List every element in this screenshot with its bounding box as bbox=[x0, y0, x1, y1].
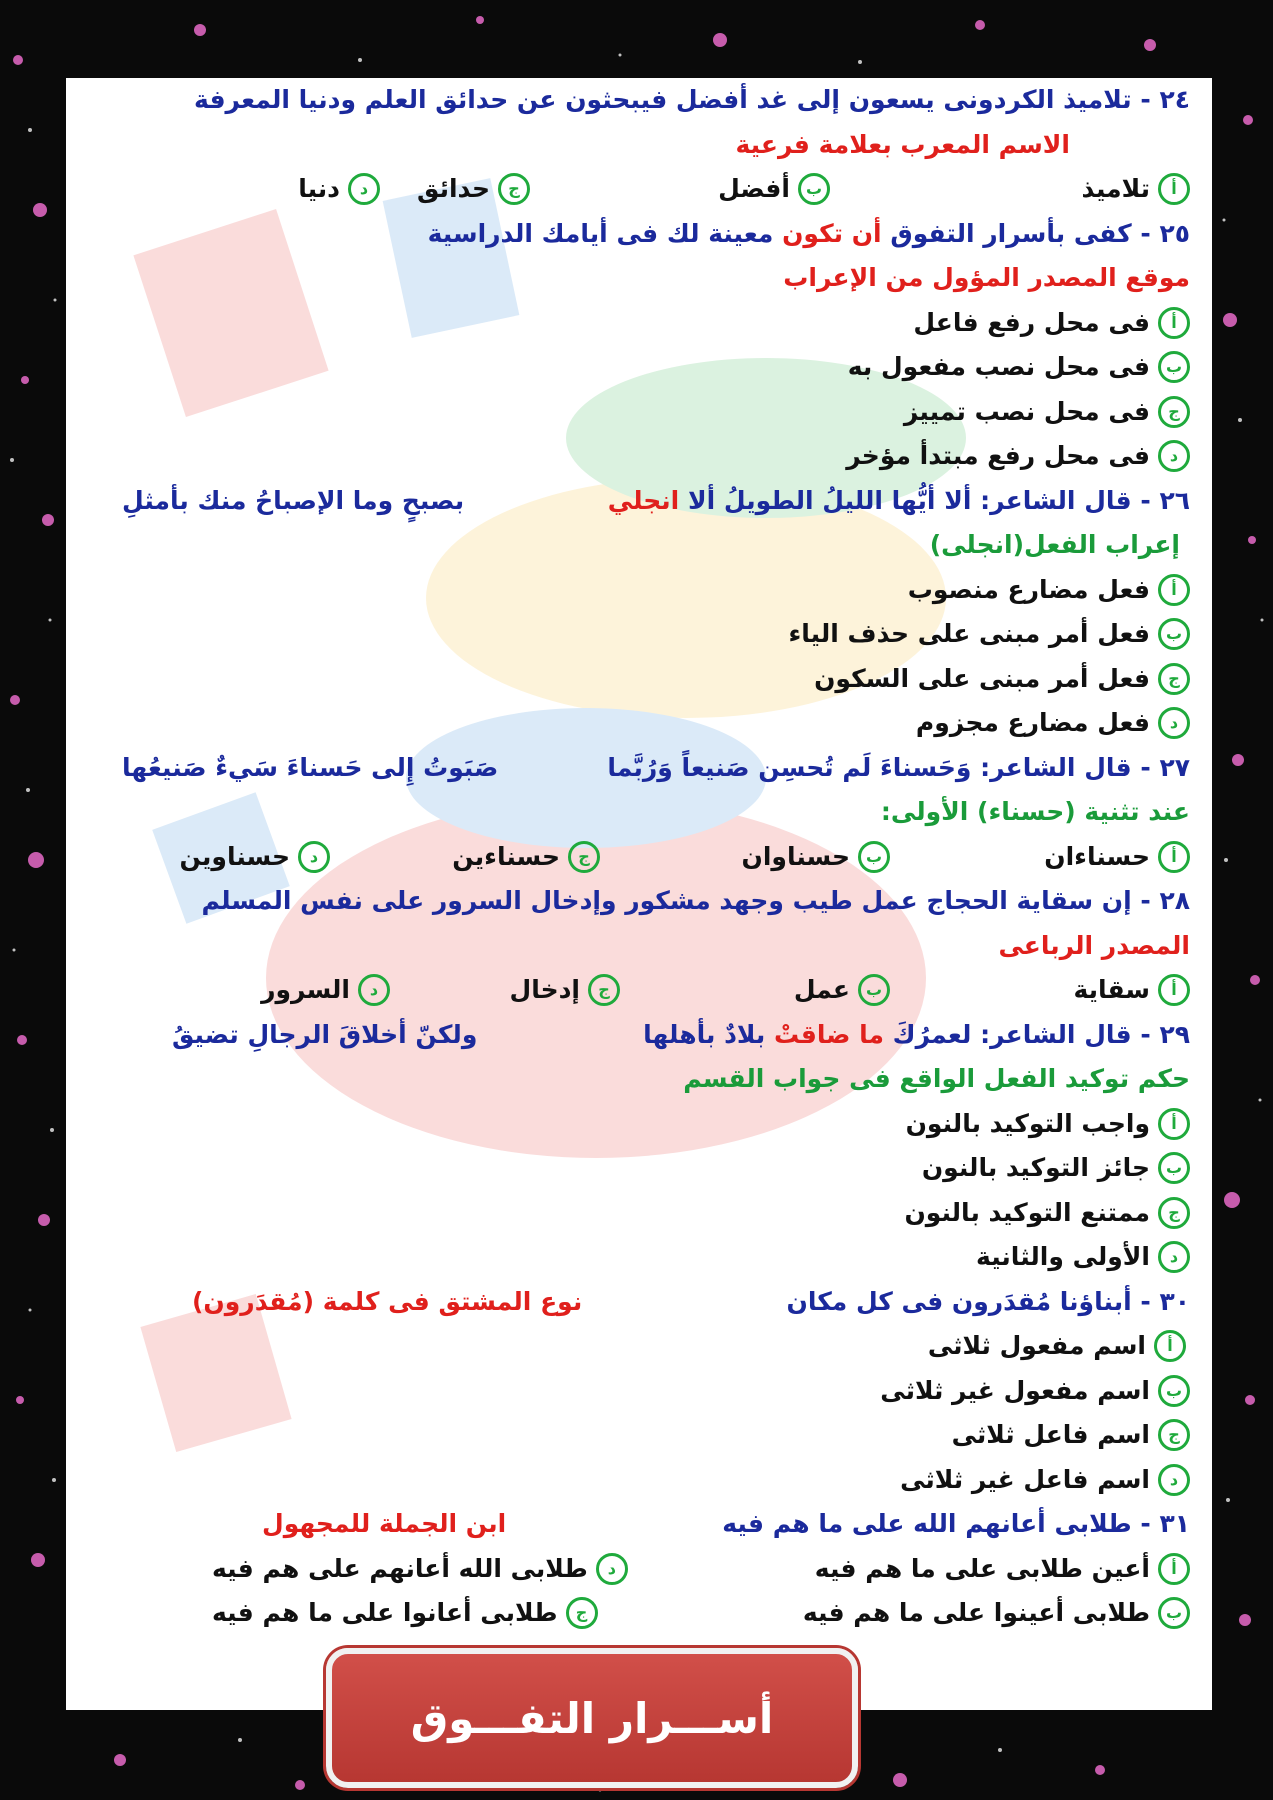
option-c[interactable]: ج اسم فاعل ثلاثى bbox=[92, 1413, 1190, 1458]
question-prompt: ابن الجملة للمجهول bbox=[262, 1509, 507, 1538]
option-b[interactable]: ب عمل bbox=[620, 968, 890, 1013]
option-b[interactable]: ب جائز التوكيد بالنون bbox=[92, 1146, 1190, 1191]
option-d[interactable]: د حسناوين bbox=[130, 835, 330, 880]
choice-circle-icon: أ bbox=[1158, 574, 1190, 606]
option-b[interactable]: ب اسم مفعول غير ثلاثى bbox=[92, 1369, 1190, 1414]
option-d[interactable]: د السرور bbox=[190, 968, 390, 1013]
question-26: ٢٦ - قال الشاعر: ألا أيُّها الليلُ الطويلُ ألا انجلي بصبحٍ وما الإصباحُ منك بأمثلِ bbox=[122, 485, 1190, 515]
worksheet bbox=[66, 78, 1212, 1710]
choice-circle-icon: ج bbox=[588, 974, 620, 1006]
question-prompt: نوع المشتق فى كلمة (مُقدَرون) bbox=[192, 1286, 583, 1316]
question-number: ٢٦ - bbox=[1140, 485, 1190, 515]
question-30 bbox=[92, 1280, 1190, 1325]
choice-circle-icon: د bbox=[1158, 440, 1190, 472]
question-prompt: إعراب الفعل(انجلى) bbox=[929, 530, 1180, 559]
option-a[interactable]: أ سقاية bbox=[890, 968, 1190, 1013]
question-number: ٢٤ - bbox=[1140, 85, 1190, 114]
question-31 bbox=[92, 1502, 1190, 1547]
choice-circle-icon: أ bbox=[1154, 1330, 1186, 1362]
question-number: ٢٧ - bbox=[1140, 752, 1190, 782]
option-a[interactable]: أ اسم مفعول ثلاثى bbox=[92, 1324, 1190, 1369]
choice-circle-icon: أ bbox=[1158, 173, 1190, 205]
option-c[interactable]: ج فى محل نصب تمييز bbox=[92, 390, 1190, 435]
option-c[interactable]: ج حسناءين bbox=[330, 835, 600, 880]
question-number: ٢٩ - bbox=[1140, 1019, 1190, 1049]
option-b[interactable]: ب حسناوان bbox=[600, 835, 890, 880]
choice-circle-icon: ج bbox=[566, 1597, 598, 1629]
choice-circle-icon: ب bbox=[798, 173, 830, 205]
question-prompt: المصدر الرباعى bbox=[998, 930, 1190, 960]
choice-circle-icon: ج bbox=[1158, 1419, 1190, 1451]
choice-circle-icon: أ bbox=[1158, 974, 1190, 1006]
option-c[interactable]: ج إدخال bbox=[390, 968, 620, 1013]
option-d[interactable]: د اسم فاعل غير ثلاثى bbox=[92, 1458, 1190, 1503]
choice-circle-icon: ب bbox=[1158, 1375, 1190, 1407]
question-24 bbox=[92, 78, 1190, 123]
options-row bbox=[92, 968, 1190, 1013]
choice-circle-icon: أ bbox=[1158, 1108, 1190, 1140]
question-stem: أبناؤنا مُقدَرون فى كل مكان bbox=[786, 1286, 1132, 1316]
option-d[interactable]: د الأولى والثانية bbox=[92, 1235, 1190, 1280]
question-number: ٢٥ - bbox=[1140, 218, 1190, 248]
choice-circle-icon: د bbox=[1158, 1241, 1190, 1273]
option-a[interactable]: أ حسناءان bbox=[890, 835, 1190, 880]
question-29: ٢٩ - قال الشاعر: لعمرُكَ ما ضاقتْ بلادٌ بأهلها ولكنّ أخلاقَ الرجالِ تضيقُ bbox=[172, 1019, 1190, 1049]
choice-circle-icon: أ bbox=[1158, 841, 1190, 873]
choice-circle-icon: أ bbox=[1158, 307, 1190, 339]
question-stem: إن سقاية الحجاج عمل طيب وجهد مشكور وإدخال السرور على نفس المسلم bbox=[201, 886, 1132, 915]
option-b[interactable]: ب فى محل نصب مفعول به bbox=[92, 345, 1190, 390]
question-25: ٢٥ - كفى بأسرار التفوق أن تكون معينة لك فى أيامك الدراسية bbox=[92, 212, 1190, 257]
choice-circle-icon: ب bbox=[1158, 1597, 1190, 1629]
choice-circle-icon: ب bbox=[1158, 618, 1190, 650]
choice-circle-icon: ج bbox=[1158, 1197, 1190, 1229]
option-d[interactable]: د فعل مضارع مجزوم bbox=[92, 701, 1190, 746]
question-stem: طلابى أعانهم الله على ما هم فيه bbox=[722, 1509, 1132, 1538]
options-row bbox=[92, 167, 1190, 212]
question-prompt: حكم توكيد الفعل الواقع فى جواب القسم bbox=[683, 1064, 1190, 1093]
choice-circle-icon: د bbox=[1158, 707, 1190, 739]
question-stem: تلاميذ الكردونى يسعون إلى غد أفضل فيبحثون عن حدائق العلم ودنيا المعرفة bbox=[194, 85, 1132, 114]
choice-circle-icon: أ bbox=[1158, 1553, 1190, 1585]
choice-circle-icon: د bbox=[358, 974, 390, 1006]
choice-circle-icon: د bbox=[596, 1553, 628, 1585]
choice-circle-icon: ب bbox=[858, 841, 890, 873]
question-prompt: موقع المصدر المؤول من الإعراب bbox=[783, 263, 1190, 292]
question-prompt: عند تثنية (حسناء) الأولى: bbox=[880, 797, 1190, 826]
option-b[interactable]: ب طلابى أعينوا على ما هم فيه bbox=[803, 1591, 1190, 1636]
options-row bbox=[92, 1591, 1190, 1636]
option-d[interactable]: د دنيا bbox=[230, 167, 380, 212]
footer-title-banner: أســـرار التفـــوق bbox=[326, 1648, 858, 1788]
choice-circle-icon: د bbox=[298, 841, 330, 873]
choice-circle-icon: ج bbox=[1158, 396, 1190, 428]
option-a[interactable]: أ تلاميذ bbox=[830, 167, 1190, 212]
option-b[interactable]: ب أفضل bbox=[530, 167, 830, 212]
choice-circle-icon: ج bbox=[568, 841, 600, 873]
question-28 bbox=[92, 879, 1190, 924]
highlighted-phrase: ما ضاقتْ bbox=[773, 1019, 884, 1049]
choice-circle-icon: ب bbox=[858, 974, 890, 1006]
question-prompt: الاسم المعرب بعلامة فرعية bbox=[735, 129, 1070, 159]
highlighted-phrase: أن تكون bbox=[782, 218, 882, 248]
choice-circle-icon: ب bbox=[1158, 351, 1190, 383]
choice-circle-icon: ج bbox=[1158, 663, 1190, 695]
option-a[interactable]: أ أعين طلابى على ما هم فيه bbox=[815, 1547, 1190, 1592]
choice-circle-icon: د bbox=[1158, 1464, 1190, 1496]
choice-circle-icon: ب bbox=[1158, 1152, 1190, 1184]
option-c[interactable]: ج فعل أمر مبنى على السكون bbox=[92, 657, 1190, 702]
options-row bbox=[92, 835, 1190, 880]
question-number: ٣١ - bbox=[1140, 1509, 1190, 1538]
options-row bbox=[92, 1547, 1190, 1592]
option-c[interactable]: ج طلابى أعانوا على ما هم فيه bbox=[92, 1591, 598, 1636]
option-c[interactable]: ج ممتنع التوكيد بالنون bbox=[92, 1191, 1190, 1236]
option-b[interactable]: ب فعل أمر مبنى على حذف الياء bbox=[92, 612, 1190, 657]
choice-circle-icon: ج bbox=[498, 173, 530, 205]
highlighted-phrase: انجلي bbox=[607, 485, 680, 515]
option-d[interactable]: د فى محل رفع مبتدأ مؤخر bbox=[92, 434, 1190, 479]
question-27: ٢٧ - قال الشاعر: وَحَسناءَ لَم تُحسِن صَنيعاً وَرُبَّما صَبَوتُ إِلى حَسناءَ سَيءٌ صَنيعُها bbox=[122, 752, 1190, 782]
question-number: ٢٨ - bbox=[1140, 886, 1190, 915]
option-d[interactable]: د طلابى الله أعانهم على هم فيه bbox=[92, 1547, 628, 1592]
option-a[interactable]: أ واجب التوكيد بالنون bbox=[92, 1102, 1190, 1147]
choice-circle-icon: د bbox=[348, 173, 380, 205]
option-c[interactable]: ج حدائق bbox=[380, 167, 530, 212]
question-number: ٣٠ - bbox=[1140, 1286, 1190, 1316]
option-a[interactable]: أ فى محل رفع فاعل bbox=[92, 301, 1190, 346]
option-a[interactable]: أ فعل مضارع منصوب bbox=[92, 568, 1190, 613]
